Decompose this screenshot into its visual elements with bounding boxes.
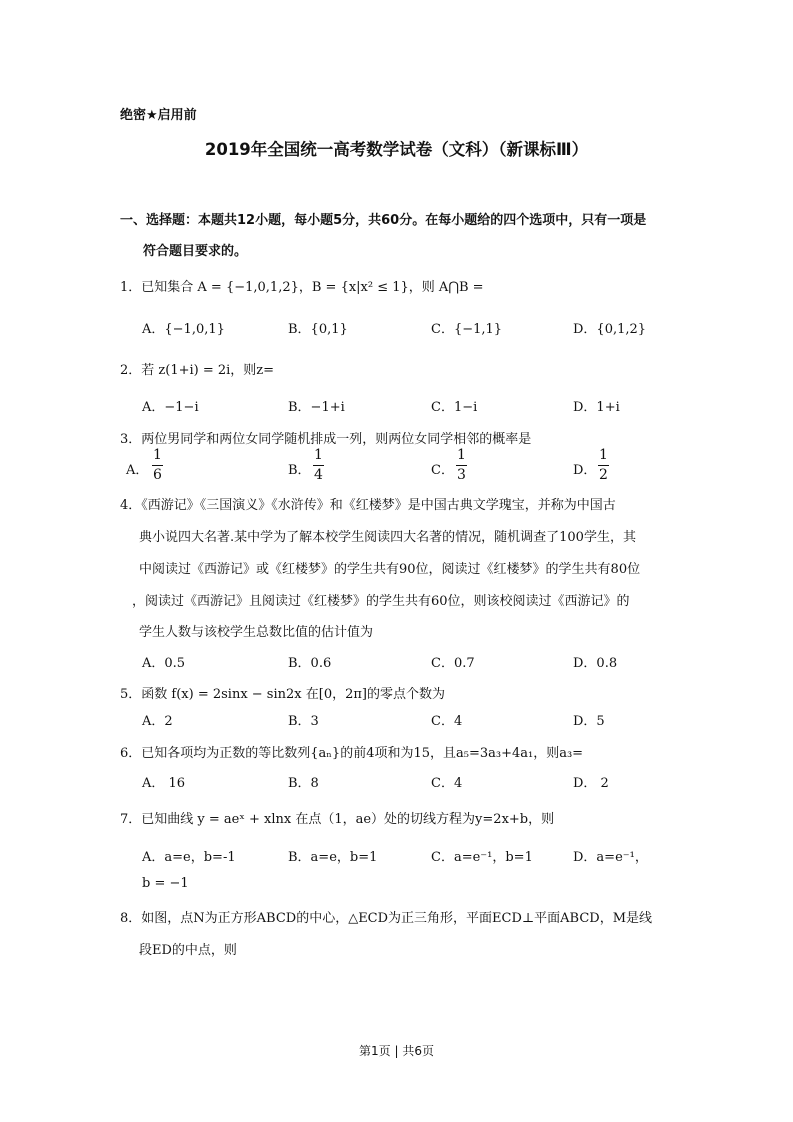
q3-fraction-c-numerator: 1 [457,447,466,463]
question-8-stem-line-2: 段ED的中点，则 [139,943,237,958]
q5-option-a: A．2 [142,714,173,729]
q5-option-b: B．3 [288,714,319,729]
q7-option-b: B．a=e，b=1 [288,850,378,865]
q3-fraction-b-numerator: 1 [314,447,323,463]
q2-option-c: C．1−i [431,400,478,415]
q7-option-c: C．a=e⁻¹，b=1 [431,850,533,865]
q5-option-d: D．5 [573,714,605,729]
question-6-stem: 6．已知各项均为正数的等比数列{aₙ}的前4项和为15，且a₅=3a₃+4a₁，则a₃= [120,746,584,761]
q3-fraction-c-denominator: 3 [457,467,466,483]
q4-option-c: C．0.7 [431,656,475,671]
q2-option-d: D．1+i [573,400,620,415]
q6-option-c: C．4 [431,776,463,791]
q4-option-d: D．0.8 [573,656,618,671]
q3-option-d: D． [573,463,597,478]
fraction-bar [456,465,467,466]
q2-option-b: B．−1+i [288,400,345,415]
question-4-stem-line-2: 典小说四大名著.某中学为了解本校学生阅读四大名著的情况，随机调查了100学生，其 [139,530,636,545]
q3-fraction-a-numerator: 1 [153,447,162,463]
question-4-stem-line-3: 中阅读过《西游记》或《红楼梦》的学生共有90位，阅读过《红楼梦》的学生共有80位 [139,562,641,577]
q1-option-b: B．{0,1} [288,322,348,337]
q6-option-d: D． 2 [573,776,609,791]
q3-fraction-a [152,447,163,483]
fraction-bar [152,465,163,466]
q1-option-c: C．{−1,1} [431,322,503,337]
question-3-stem: 3．两位男同学和两位女同学随机排成一列，则两位女同学相邻的概率是 [120,432,532,447]
q3-fraction-b [313,447,324,483]
page-footer: 第1页 | 共6页 [359,1044,434,1058]
q3-option-b: B． [288,463,311,478]
question-4-stem-line-1: 4．《西游记》《三国演义》《水浒传》和《红楼梦》是中国古典文学瑰宝，并称为中国古 [120,498,616,513]
q7-option-a: A．a=e，b=-1 [142,850,236,865]
q2-option-a: A．−1−i [142,400,199,415]
section-heading-cont: 符合题目要求的。 [143,244,248,259]
q3-fraction-d-denominator: 2 [599,467,608,483]
q4-option-b: B．0.6 [288,656,332,671]
question-7-stem: 7．已知曲线 y = aeˣ + xlnx 在点（1，ae）处的切线方程为y=2x+b，则 [120,812,555,827]
exam-title: 2019年全国统一高考数学试卷（文科）（新课标Ⅲ） [204,140,589,159]
question-4-stem-line-5: 学生人数与该校学生总数比值的估计值为 [139,625,374,640]
q6-option-a: A． 16 [142,776,186,791]
question-8-stem-line-1: 8．如图，点N为正方形ABCD的中心，△ECD为正三角形，平面ECD⊥平面ABCD，M是线 [120,911,653,926]
q3-fraction-d [598,447,609,483]
q7-option-d: D．a=e⁻¹， [573,850,648,865]
question-5-stem: 5．函数 f(x) = 2sinx − sin2x 在[0，2π]的零点个数为 [120,687,445,702]
q3-option-c: C． [431,463,454,478]
q1-option-d: D．{0,1,2} [573,322,647,337]
fraction-bar [313,465,324,466]
q7-option-d-continuation: b = −1 [142,876,189,891]
fraction-bar [598,465,609,466]
confidential-label: 绝密★启用前 [120,108,197,123]
question-2-stem: 2．若 z(1+i) = 2i，则z= [120,363,275,378]
q3-fraction-a-denominator: 6 [153,467,162,483]
q1-option-a: A．{−1,0,1} [142,322,225,337]
section-heading: 一、选择题：本题共12小题，每小题5分，共60分。在每小题给的四个选项中，只有一项是 [120,213,647,228]
q3-option-a: A． [126,463,149,478]
question-4-stem-line-4: ，阅读过《西游记》且阅读过《红楼梦》的学生共有60位，则该校阅读过《西游记》的 [132,594,630,609]
q4-option-a: A．0.5 [142,656,186,671]
q3-fraction-b-denominator: 4 [314,467,323,483]
question-1-stem: 1．已知集合 A = {−1,0,1,2}，B = {x|x² ≤ 1}，则 A⋂B = [120,280,484,295]
q3-fraction-c [456,447,467,483]
q5-option-c: C．4 [431,714,463,729]
q6-option-b: B．8 [288,776,319,791]
q3-fraction-d-numerator: 1 [599,447,608,463]
